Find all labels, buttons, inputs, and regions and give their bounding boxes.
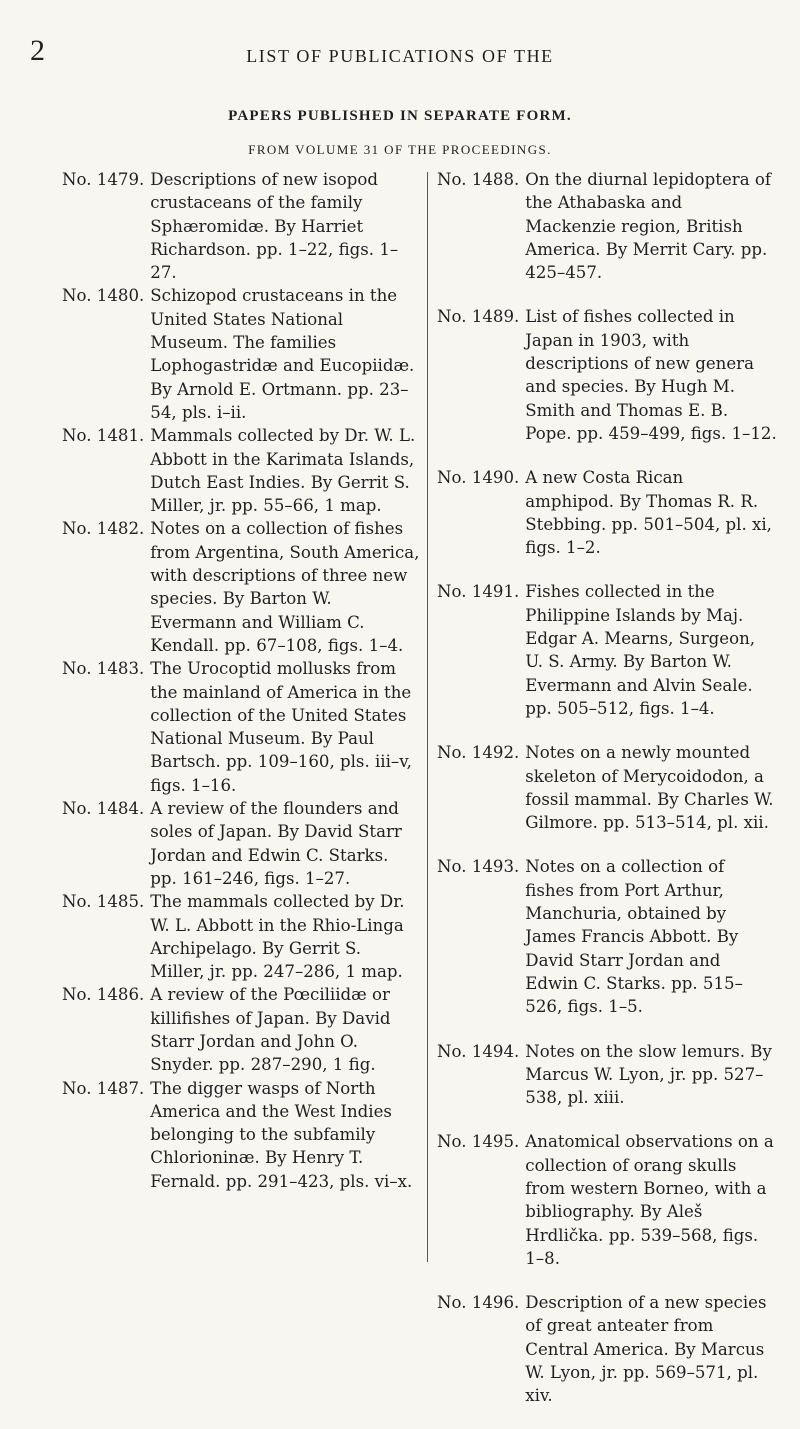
publication-number: No. 1488. <box>437 170 520 189</box>
left-column <box>62 168 420 1193</box>
publication-entry <box>62 1077 420 1193</box>
publication-description: The digger wasps of North America and the West Indies belonging to the subfamily Chlorioninæ. By Henry T. Fernald. pp. 291–423, pls. vi–x. <box>150 1078 413 1191</box>
publication-number: No. 1491. <box>437 582 520 602</box>
publication-number: No. 1482. <box>62 519 145 539</box>
publication-entry <box>62 168 420 284</box>
publication-number: No. 1493. <box>437 857 520 877</box>
section-heading: PAPERS PUBLISHED IN SEPARATE FORM. <box>228 108 572 124</box>
publication-number: No. 1483. <box>62 659 145 679</box>
publication-description: The mammals collected by Dr. W. L. Abbott in the Rhio-Linga Archipelago. By Gerrit S. Miller, jr. pp. 247–286, 1 map. <box>150 892 405 982</box>
publication-entry <box>437 580 777 720</box>
publication-description: Descriptions of new isopod crustaceans of the family Sphæromidæ. By Harriet Richardson. pp. 1–22, figs. 1–27. <box>150 170 399 283</box>
publication-entry <box>437 1040 777 1110</box>
publication-description: Notes on a collection of fishes from Port Arthur, Manchuria, obtained by James Francis Abbott. By David Starr Jordan and Edwin C. Starks. pp. 515–526, figs. 1–5. <box>525 857 743 1017</box>
publication-entry <box>62 890 420 983</box>
publication-number: No. 1496. <box>437 1293 520 1313</box>
right-column <box>437 168 777 1429</box>
publication-number: No. 1487. <box>62 1078 145 1098</box>
publication-entry <box>62 517 420 657</box>
publication-entry <box>437 741 777 834</box>
publication-description: Notes on a collection of fishes from Argentina, South America, with descriptions of three new species. By Barton W. Evermann and William C. Kendall. pp. 67–108, figs. 1–4. <box>150 519 420 655</box>
publication-description: Anatomical observations on a collection of orang skulls from western Borneo, with a bibliography. By Aleš Hrdlička. pp. 539–568, figs. 1–8. <box>525 1132 774 1268</box>
publication-entry <box>437 855 777 1018</box>
publication-description: Fishes collected in the Philippine Islands by Maj. Edgar A. Mearns, Surgeon, U. S. Army. By Barton W. Evermann and Alvin Seale. pp. 505–512, figs. 1–4. <box>525 582 756 718</box>
publication-number: No. 1495. <box>437 1132 520 1152</box>
publication-description: A review of the flounders and soles of Japan. By David Starr Jordan and Edwin C. Starks. pp. 161–246, figs. 1–27. <box>150 799 402 888</box>
running-head: LIST OF PUBLICATIONS OF THE <box>246 46 554 66</box>
page-number: 2 <box>30 34 45 67</box>
publication-number: No. 1484. <box>62 799 145 819</box>
publication-number: No. 1492. <box>437 743 520 763</box>
publication-description: On the diurnal lepidoptera of the Athabaska and Mackenzie region, British America. By Merrit Cary. pp. 425–457. <box>525 170 772 283</box>
publication-description: Mammals collected by Dr. W. L. Abbott in the Karimata Islands, Dutch East Indies. By Gerrit S. Miller, jr. pp. 55–66, 1 map. <box>150 426 416 516</box>
publication-entry <box>437 1130 777 1270</box>
publication-number: No. 1481. <box>62 426 145 446</box>
publication-number: No. 1494. <box>437 1041 520 1061</box>
publication-entry <box>437 466 777 559</box>
publication-description: The Urocoptid mollusks from the mainland of America in the collection of the United States National Museum. By Paul Bartsch. pp. 109–160, pls. iii–v, figs. 1–16. <box>150 659 412 795</box>
publication-entry <box>437 168 777 284</box>
publication-description: List of fishes collected in Japan in 1903, with descriptions of new genera and species. By Hugh M. Smith and Thomas E. B. Pope. pp. 459–499, figs. 1–12. <box>525 307 777 443</box>
publication-entry <box>62 983 420 1076</box>
publication-description: Notes on the slow lemurs. By Marcus W. Lyon, jr. pp. 527–538, pl. xiii. <box>525 1041 772 1108</box>
publication-number: No. 1485. <box>62 892 145 912</box>
publication-description: Schizopod crustaceans in the United States National Museum. The families Lophogastridæ and Eucopiidæ. By Arnold E. Ortmann. pp. 23–54, pls. i–ii. <box>150 286 415 422</box>
publication-entry <box>62 657 420 797</box>
column-divider <box>427 172 428 1262</box>
publication-entry <box>62 424 420 517</box>
publication-number: No. 1490. <box>437 468 520 488</box>
publication-description: Description of a new species of great anteater from Central America. By Marcus W. Lyon, jr. pp. 569–571, pl. xiv. <box>525 1293 767 1406</box>
section-subheading: FROM VOLUME 31 OF THE PROCEEDINGS. <box>248 142 552 157</box>
publication-number: No. 1480. <box>62 286 145 306</box>
publication-number: No. 1486. <box>62 985 145 1005</box>
publication-description: Notes on a newly mounted skeleton of Merycoidodon, a fossil mammal. By Charles W. Gilmore. pp. 513–514, pl. xii. <box>525 743 774 833</box>
publication-entry <box>437 305 777 445</box>
publication-entry <box>62 284 420 424</box>
publication-description: A new Costa Rican amphipod. By Thomas R. R. Stebbing. pp. 501–504, pl. xi, figs. 1–2. <box>525 468 772 558</box>
publication-number: No. 1479. <box>62 170 145 189</box>
publication-entry <box>62 797 420 890</box>
publication-entry <box>437 1291 777 1407</box>
publication-description: A review of the Pœciliidæ or killifishes of Japan. By David Starr Jordan and John O. Snyder. pp. 287–290, 1 fig. <box>150 985 391 1075</box>
publication-number: No. 1489. <box>437 307 520 327</box>
